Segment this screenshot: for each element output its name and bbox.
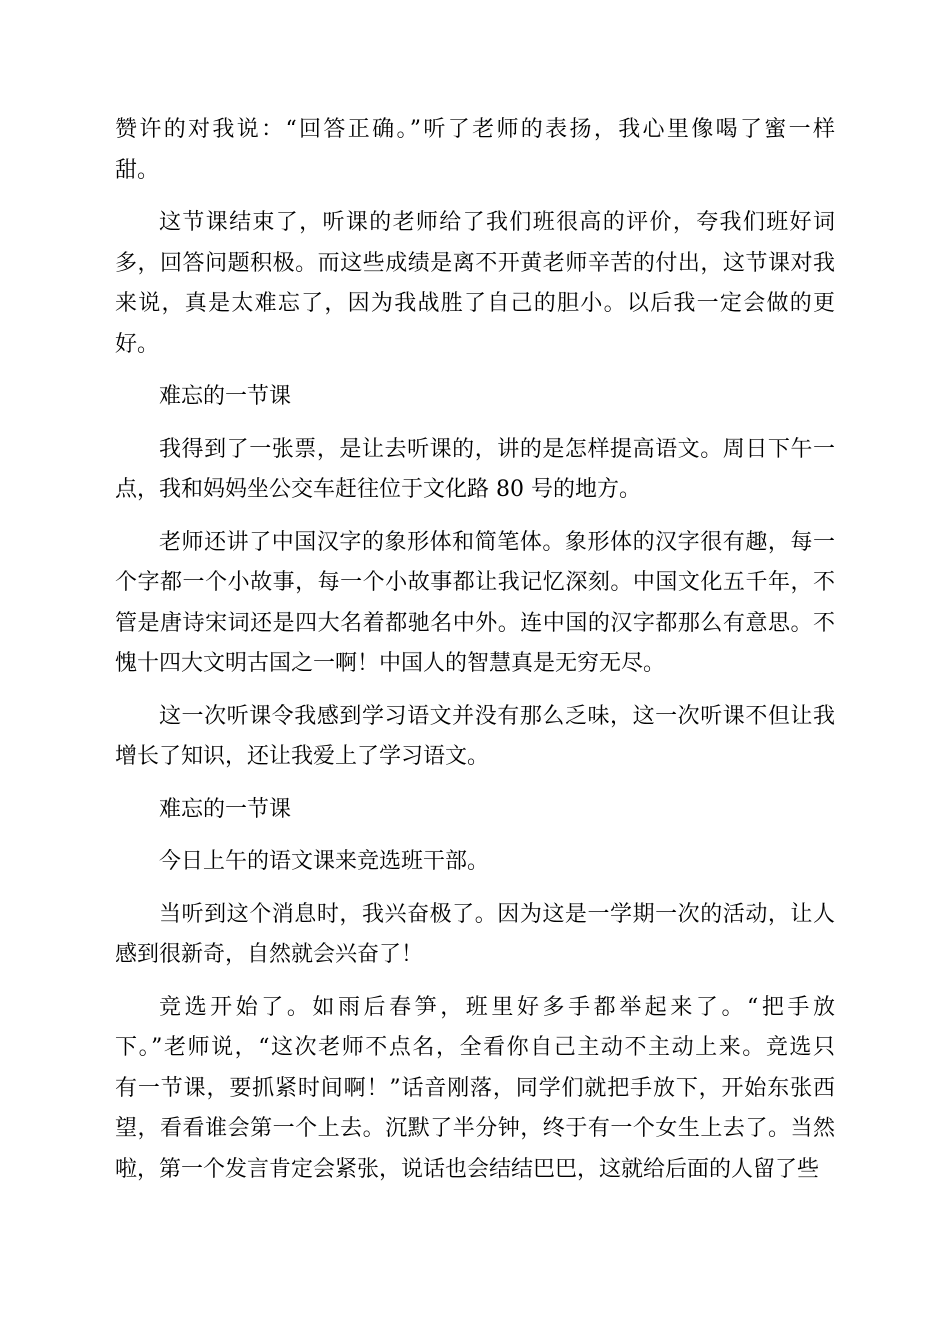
paragraph	[115, 203, 835, 365]
text-line: 望，看看谁会第一个上去。沉默了半分钟，终于有一个女生上去了。当然	[115, 1116, 835, 1141]
text-line: 个字都一个小故事，每一个小故事都让我记忆深刻。中国文化五千年，不	[115, 570, 835, 595]
text-line: 这节课结束了，听课的老师给了我们班很高的评价，夸我们班好词	[159, 210, 835, 235]
paragraph	[115, 895, 835, 976]
text-line: 老师还讲了中国汉字的象形体和简笔体。象形体的汉字很有趣，每一	[159, 529, 835, 555]
text-line: 愧十四大文明古国之一啊！中国人的智慧真是无穷无尽。	[115, 651, 666, 676]
text-line: 好。	[115, 331, 160, 357]
text-line: 多，回答问题积极。而这些成绩是离不开黄老师辛苦的付出，这节课对我	[115, 250, 835, 276]
text-line: 今日上午的语文课来竞选班干部。	[159, 849, 490, 874]
text-line: 增长了知识，还让我爱上了学习语文。	[115, 744, 490, 769]
paragraph	[115, 523, 835, 685]
text-line: 感到很新奇，自然就会兴奋了！	[115, 942, 424, 967]
paragraph	[115, 988, 835, 1191]
text-line: 甜。	[115, 157, 160, 183]
text-line: 竞选开始了。如雨后春笋，班里好多手都举起来了。“把手放	[159, 994, 835, 1020]
paragraph	[115, 110, 835, 191]
text-line: 赞许的对我说：“回答正确。”听了老师的表扬，我心里像喝了蜜一样	[115, 117, 835, 142]
text-line: 管是唐诗宋词还是四大名着都驰名中外。连中国的汉字都那么有意思。不	[115, 610, 835, 636]
paragraph	[115, 430, 835, 511]
text-line: 来说，真是太难忘了，因为我战胜了自己的胆小。以后我一定会做的更	[115, 291, 835, 316]
document-body	[115, 110, 835, 1202]
text-line: 这一次听课令我感到学习语文并没有那么乏味，这一次听课不但让我	[159, 703, 835, 729]
paragraph	[115, 842, 835, 883]
text-line: 点，我和妈妈坐公交车赶往位于文化路 80 号的地方。	[115, 477, 641, 502]
text-line: 难忘的一节课	[159, 796, 292, 822]
text-line: 下。”老师说，“这次老师不点名，全看你自己主动不主动上来。竞选只	[115, 1035, 835, 1060]
text-line: 难忘的一节课	[159, 384, 292, 409]
section-heading	[115, 790, 835, 831]
text-line: 有一节课，要抓紧时间啊！”话音刚落，同学们就把手放下，开始东张西	[115, 1075, 835, 1101]
paragraph	[115, 697, 835, 778]
text-line: 当听到这个消息时，我兴奋极了。因为这是一学期一次的活动，让人	[159, 901, 835, 927]
text-line: 啦，第一个发言肯定会紧张，说话也会结结巴巴，这就给后面的人留了些	[115, 1156, 820, 1182]
section-heading	[115, 377, 835, 418]
text-line: 我得到了一张票，是让去听课的，讲的是怎样提高语文。周日下午一	[159, 436, 835, 462]
